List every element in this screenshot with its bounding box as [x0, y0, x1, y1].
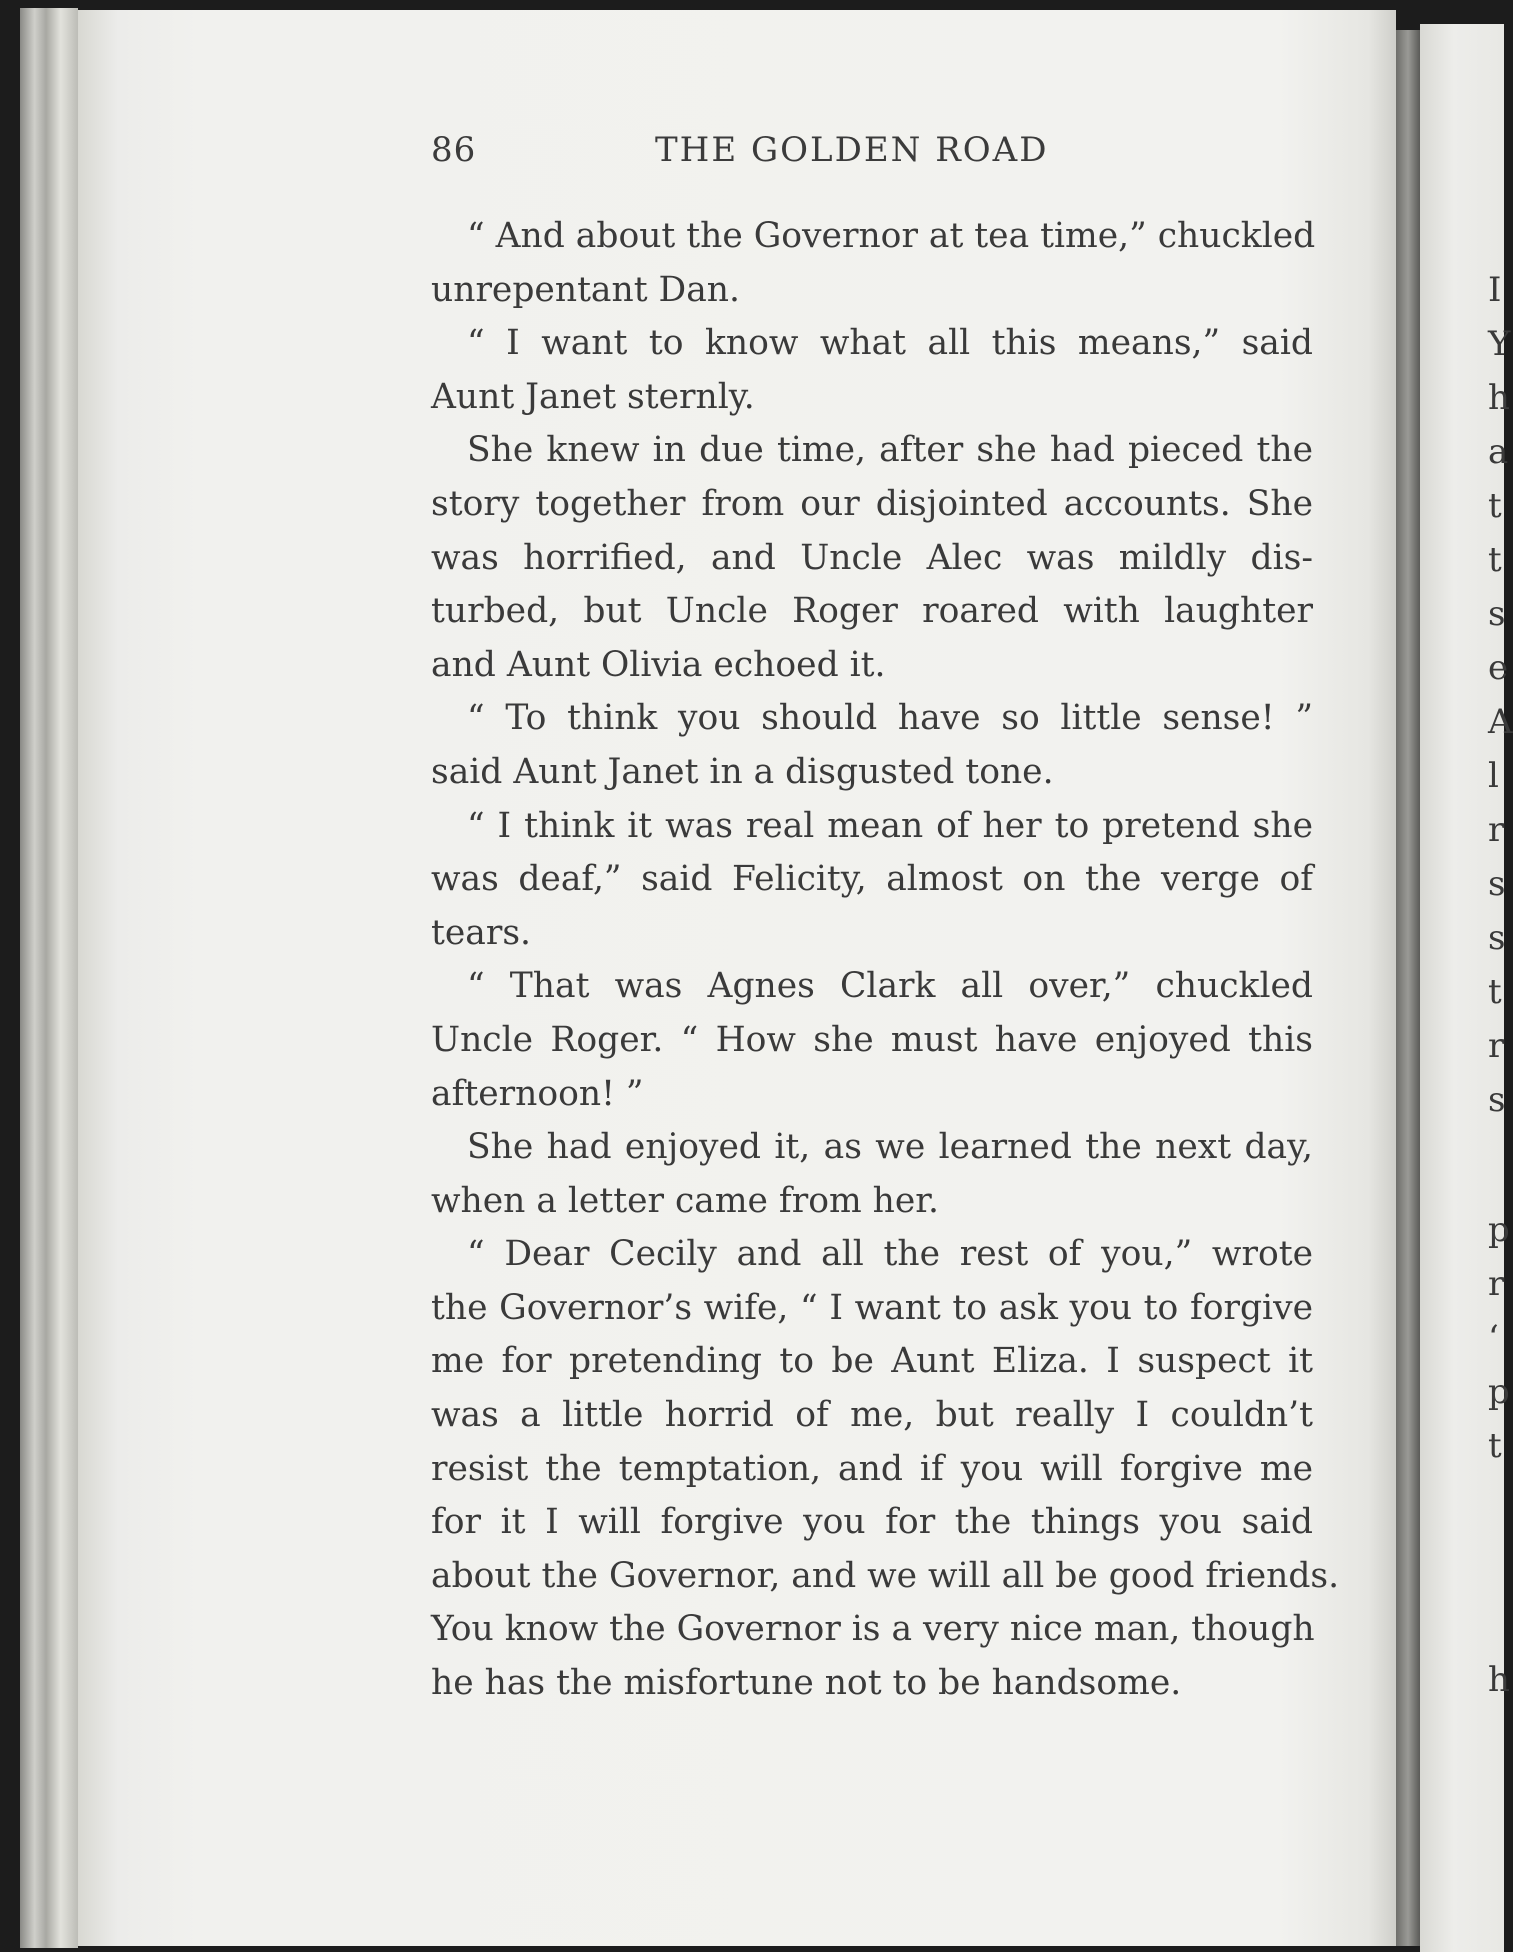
- text-line: unrepentant Dan.: [431, 269, 740, 310]
- fragment: s: [1488, 918, 1506, 958]
- text-line: turbed, but Uncle Roger roared with laughter: [431, 591, 1313, 632]
- running-title: THE GOLDEN ROAD: [655, 130, 1049, 170]
- fragment: t: [1488, 972, 1502, 1012]
- fragment: l: [1488, 756, 1499, 796]
- text-line: resist the temptation, and if you will forgive me: [431, 1448, 1313, 1489]
- page-number: 86: [431, 130, 477, 170]
- text-line: “ That was Agnes Clark all over,” chuckled: [467, 966, 1313, 1007]
- text-line: story together from our disjointed accounts. She: [431, 483, 1313, 524]
- fragment: ‘: [1488, 1318, 1499, 1358]
- fragment: s: [1488, 594, 1506, 634]
- fragment: s: [1488, 864, 1506, 904]
- fragment: t: [1488, 486, 1502, 526]
- body-text: [431, 210, 1340, 1711]
- text-line: was deaf,” said Felicity, almost on the verge of: [431, 859, 1313, 900]
- fragment: I: [1488, 270, 1502, 310]
- text-line: about the Governor, and we will all be good friends.: [431, 1555, 1340, 1596]
- text-line: for it I will forgive you for the things you said: [431, 1502, 1313, 1543]
- fragment: r: [1488, 1026, 1505, 1066]
- fragment: h: [1488, 1660, 1510, 1700]
- fragment: p: [1488, 1210, 1510, 1250]
- text-line: “ And about the Governor at tea time,” chuckled: [467, 216, 1316, 256]
- book-gutter: [1396, 30, 1420, 1946]
- text-line: “ I want to know what all this means,” said: [467, 323, 1313, 364]
- text-line: was a little horrid of me, but really I couldn’t: [431, 1395, 1313, 1436]
- text-line: me for pretending to be Aunt Eliza. I suspect it: [431, 1341, 1313, 1382]
- text-line: She had enjoyed it, as we learned the next day,: [467, 1127, 1313, 1168]
- fragment: t: [1488, 1426, 1502, 1466]
- text-line: You know the Governor is a very nice man, though: [431, 1609, 1315, 1650]
- text-line: said Aunt Janet in a disgusted tone.: [431, 751, 1054, 792]
- fragment: A: [1488, 702, 1513, 742]
- page-edges: [20, 8, 78, 1948]
- text-line: She knew in due time, after she had pieced the: [467, 430, 1313, 471]
- text-line: tears.: [431, 912, 532, 953]
- text-line: he has the misfortune not to be handsome.: [431, 1663, 1182, 1704]
- fragment: r: [1488, 810, 1505, 850]
- text-line: the Governor’s wife, “ I want to ask you to forgive: [431, 1287, 1313, 1328]
- fragment: Y: [1488, 324, 1511, 364]
- fragment: a: [1488, 432, 1509, 472]
- text-line: “ Dear Cecily and all the rest of you,” wrote: [467, 1234, 1313, 1275]
- text-line: “ To think you should have so little sense! ”: [467, 698, 1313, 739]
- fragment: p: [1488, 1372, 1510, 1412]
- fragment: h: [1488, 378, 1510, 418]
- text-line: and Aunt Olivia echoed it.: [431, 644, 886, 685]
- text-line: was horrified, and Uncle Alec was mildly dis-: [431, 537, 1313, 578]
- fragment: s: [1488, 1080, 1506, 1120]
- text-line: Aunt Janet sternly.: [431, 376, 755, 417]
- text-line: “ I think it was real mean of her to pretend she: [467, 805, 1313, 846]
- page-header: [431, 130, 1098, 182]
- text-line: Uncle Roger. “ How she must have enjoyed this: [431, 1019, 1313, 1060]
- text-line: when a letter came from her.: [431, 1180, 939, 1221]
- fragment: r: [1488, 1264, 1505, 1304]
- fragment: e: [1488, 648, 1509, 688]
- text-line: afternoon! ”: [431, 1073, 644, 1114]
- fragment: t: [1488, 540, 1502, 580]
